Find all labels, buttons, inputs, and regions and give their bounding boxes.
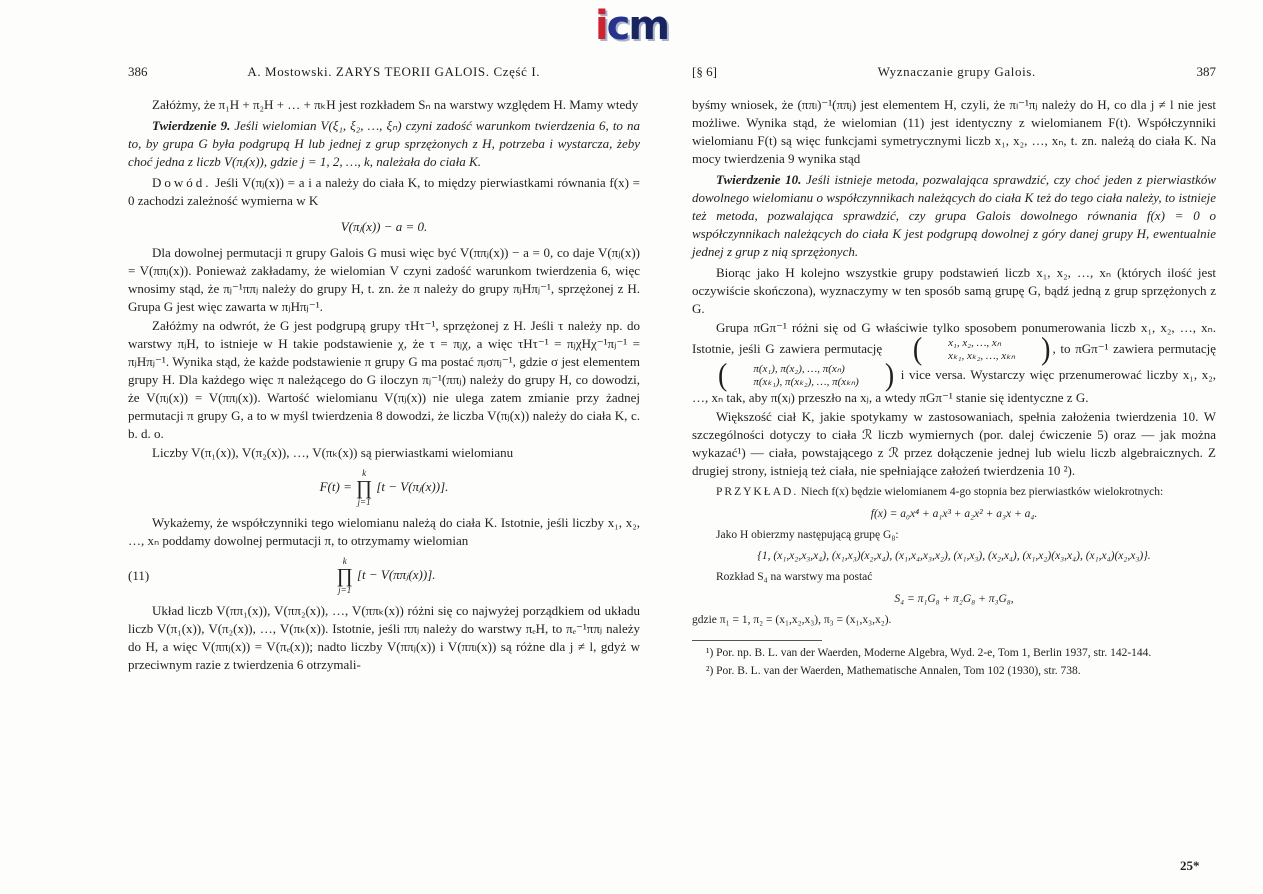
footnote-2: ²) Por. B. L. van der Waerden, Mathematische Annalen, Tom 102 (1930), str. 738. bbox=[706, 664, 1081, 677]
product-upper-limit: k bbox=[362, 468, 367, 478]
formula-F-lhs: F(t) = bbox=[319, 478, 352, 494]
matrix-row-bottom: π(xₖ₁), π(xₖ₂), …, π(xₖₙ) bbox=[753, 376, 859, 388]
product-lower-limit: j=1 bbox=[357, 497, 371, 507]
formula-S4-decomposition: S₄ = π₁G₈ + π₂G₈ + π₃G₈, bbox=[894, 592, 1014, 605]
footnote-rule bbox=[692, 640, 822, 641]
paragraph-text: i vice versa. Wystarczy więc przenumerować liczby x₁, x₂, …, xₙ tak, aby π(xⱼ) przeszło na xⱼ, a wtedy πGπ⁻¹ stanie się identyczne z G. bbox=[692, 366, 1216, 405]
page-left bbox=[128, 64, 640, 675]
right-paren: ) bbox=[884, 357, 895, 394]
section-mark: [§ 6] bbox=[692, 64, 717, 79]
paragraph: gdzie π₁ = 1, π₂ = (x₁,x₂,x₃), π₃ = (x₁,x₃,x₂). bbox=[692, 613, 892, 626]
paragraph-text: , to πGπ⁻¹ zawiera permutację bbox=[1052, 340, 1216, 356]
paragraph: byśmy wniosek, że (ππₗ)⁻¹(ππⱼ) jest elementem H, czyli, że πₗ⁻¹πⱼ należy do H, co dla j ≠ l nie jest możliwe. Wynika stąd, że wielomian (11) jest identyczny z wielomianem F(t). Współczynniki wielomianu F(t) są więc funkcjami symetrycznymi liczb x₁, x₂, …, xₙ, t. zn. należą do ciała K. Na mocy twierdzenia 9 wynika stąd bbox=[692, 97, 1216, 166]
product-lower-limit: j=1 bbox=[338, 585, 352, 595]
paragraph: Wykażemy, że współczynniki tego wielomianu należą do ciała K. Istotnie, jeśli liczby x₁, x₂, …, xₙ poddamy dowolnej permutacji π, to otrzymamy wielomian bbox=[128, 515, 640, 548]
paragraph: Układ liczb V(ππ₁(x)), V(ππ₂(x)), …, V(ππₖ(x)) różni się co najwyżej porządkiem od układu liczb V(π₁(x)), V(π₂(x)), …, V(πₖ(x)). Istotnie, jeśli ππⱼ należy do warstwy πₑH, to πₑ⁻¹ππⱼ należy do H, a więc V(ππⱼ(x)) = V(πₑ(x)); nadto liczby V(ππⱼ(x)) i V(ππₗ(x)) są różne dla j ≠ l, gdyż w przeciwnym razie z twierdzenia 6 otrzymali- bbox=[128, 603, 640, 672]
paragraph-text: Grupa πGπ⁻¹ różni się od G właściwie tylko sposobem ponumerowania liczb x₁, x₂, …, xₙ. Istotnie, jeśli G zawiera permutację bbox=[692, 320, 1216, 356]
page-right-header bbox=[692, 64, 1216, 80]
matrix-rows bbox=[922, 337, 1017, 363]
logo-letter-m: m bbox=[628, 3, 669, 49]
product-symbol-icon: ∏ bbox=[336, 565, 353, 587]
paragraph: Jako H obierzmy następującą grupę G₈: bbox=[716, 528, 899, 541]
signature-mark: 25* bbox=[1180, 858, 1200, 873]
formula-quartic: f(x) = a₀x⁴ + a₁x³ + a₂x² + a₃x + a₄. bbox=[870, 507, 1038, 520]
equation-11-rhs: [t − V(ππⱼ(x))]. bbox=[356, 566, 436, 582]
permutation-matrix-1 bbox=[889, 331, 1051, 368]
paragraph: Liczby V(π₁(x)), V(π₂(x)), …, V(πₖ(x)) są pierwiastkami wielomianu bbox=[152, 445, 514, 460]
equation-11 bbox=[128, 557, 640, 595]
theorem-10-label: Twierdzenie 10. bbox=[716, 172, 802, 187]
product-upper-limit: k bbox=[342, 556, 347, 566]
running-head-left: A. Mostowski. ZARYS TEORII GALOIS. Część I. bbox=[247, 64, 541, 79]
equation-11-body bbox=[188, 557, 580, 595]
formula-F-product bbox=[128, 469, 640, 507]
formula-group-G8: {1, (x₁,x₂,x₃,x₄), (x₁,x₃)(x₂,x₄), (x₁,x₄,x₃,x₂), (x₁,x₃), (x₂,x₄), (x₁,x₂)(x₃,x₄), (x₁,x₄)(x₂,x₃)}. bbox=[757, 550, 1151, 562]
left-paren: ( bbox=[912, 331, 923, 368]
theorem-10 bbox=[692, 171, 1216, 261]
paragraph: Dla dowolnej permutacji π grupy Galois G musi więc być V(ππⱼ(x)) − a = 0, co daje V(πⱼ(x)) = V(ππⱼ(x)). Ponieważ zakładamy, że wielomian V czyni zadość warunkom twierdzenia 6, więc wnosimy stąd, że πⱼ⁻¹ππⱼ należy do grupy H, t. zn. że π należy do grupy πⱼHπⱼ⁻¹, sprzężonej z H. Grupa G jest więc zawarta w πⱼHπⱼ⁻¹. bbox=[128, 245, 640, 314]
paragraph-with-matrices bbox=[692, 319, 1216, 407]
paragraph: Rozkład S₄ na warstwy ma postać bbox=[716, 571, 873, 583]
permutation-matrix-2 bbox=[694, 357, 895, 394]
example-label: PRZYKŁAD. bbox=[716, 486, 799, 498]
product-operator bbox=[356, 469, 372, 507]
matrix-row-top: x₁, x₂, …, xₙ bbox=[948, 337, 1002, 349]
matrix-row-top: π(x₁), π(x₂), …, π(xₙ) bbox=[753, 363, 845, 375]
logo-letter-i: i bbox=[594, 3, 607, 49]
example-paragraph bbox=[692, 485, 1216, 501]
theorem-9 bbox=[128, 117, 640, 171]
proof-label: Dowód. bbox=[152, 175, 212, 190]
paragraph: Biorąc jako H kolejno wszystkie grupy podstawień liczb x₁, x₂, …, xₙ (których ilość jest oczywiście skończona), wyznaczymy w ten sposób samą grupę G, bądź jedną z grup sprzężonych z G. bbox=[692, 265, 1216, 316]
left-paren: ( bbox=[718, 357, 728, 394]
page-number-left: 386 bbox=[128, 64, 148, 79]
right-paren: ) bbox=[1041, 331, 1051, 368]
theorem-9-text: Jeśli wielomian V(ξ₁, ξ₂, …, ξₙ) czyni zadość warunkom twierdzenia 6, to na to, by grupa G była podgrupą H lub jednej z grup sprzężonych z H, potrzeba i wystarcza, żeby choć jedna z liczb V(πⱼ(x)), gdzie j = 1, 2, …, k, należała do ciała K. bbox=[128, 118, 640, 169]
icm-logo bbox=[594, 3, 669, 49]
proof-text: Jeśli V(πⱼ(x)) = a i a należy do ciała K, to między pierwiastkami równania f(x) = 0 zachodzi zależność wymierna w K bbox=[128, 175, 640, 208]
proof-paragraph bbox=[128, 174, 640, 210]
product-symbol-icon: ∏ bbox=[355, 477, 373, 499]
paragraph: Załóżmy na odwrót, że G jest podgrupą grupy τHτ⁻¹, sprzężonej z H. Jeśli τ należy np. do warstwy πⱼH, to istnieje w H takie podstawienie χ, że τ = πⱼχ, a więc τHτ⁻¹ = πⱼχHχ⁻¹πⱼ⁻¹ = πⱼHπⱼ⁻¹. Wynika stąd, że każde podstawienie π grupy G ma postać πⱼσπⱼ⁻¹, gdzie σ jest elementem grupy H. Dla każdego więc π należącego do G iloczyn πⱼ⁻¹(ππⱼ) należy do grupy H, co dowodzi, że V(πⱼ(x)) = V(ππⱼ(x)). Wartość wielomianu V(πⱼ(x)) nie ulega zatem zmianie przy żadnej permutacji π grupy G, a to w myśl twierdzenia 8 dowodzi, że liczba V(πⱼ(x)) należy do ciała K, c. b. d. o. bbox=[128, 318, 640, 441]
example-text: Niech f(x) będzie wielomianem 4-go stopnia bez pierwiastków wielokrotnych: bbox=[798, 486, 1164, 498]
page-number-right: 387 bbox=[1196, 64, 1216, 79]
theorem-10-text: Jeśli istnieje metoda, pozwalająca sprawdzić, czy choć jeden z pierwiastków dowolnego wielomianu o współczynnikach należących do ciała K też do tego ciała należy, to istnieje też metoda, pozwalająca sprawdzić, czy grupa Galois dowolnego równania f(x) = 0 o współczynnikach należących do ciała K jest podgrupą dowolnej z góry danej grupy H, ewentualnie jednej z grup z nią sprzężonych. bbox=[692, 172, 1217, 259]
formula-F-rhs: [t − V(πⱼ(x))]. bbox=[376, 478, 449, 494]
page-left-header bbox=[128, 64, 640, 80]
equation-number: (11) bbox=[128, 568, 150, 583]
paragraph: Większość ciał K, jakie spotykamy w zastosowaniach, spełnia założenia twierdzenia 10. W szczególności dotyczy to ciała ℛ liczb wymiernych (por. dalej ćwiczenie 5) oraz — jak można wykazać¹) — ciała, powstającego z ℛ przez dołączenie jednej lub wielu liczb algebraicznych. Z drugiej strony, istnieją też ciała, nie spełniające założeń twierdzenia 10 ²). bbox=[692, 409, 1216, 478]
logo-letter-c: c bbox=[606, 3, 629, 49]
paragraph: Załóżmy, że π₁H + π₂H + … + πₖH jest rozkładem Sₙ na warstwy względem H. Mamy wtedy bbox=[152, 97, 639, 112]
matrix-rows bbox=[727, 363, 861, 389]
running-head-right: Wyznaczanie grupy Galois. bbox=[877, 64, 1036, 79]
matrix-row-bottom: xₖ₁, xₖ₂, …, xₖₙ bbox=[948, 350, 1016, 362]
page-right bbox=[692, 64, 1216, 681]
theorem-9-label: Twierdzenie 9. bbox=[152, 118, 231, 133]
formula-v-minus-a: V(πⱼ(x)) − a = 0. bbox=[340, 219, 428, 234]
product-operator bbox=[336, 557, 352, 595]
footnote-1: ¹) Por. np. B. L. van der Waerden, Moderne Algebra, Wyd. 2-e, Tom 1, Berlin 1937, str. 142-144. bbox=[706, 647, 1152, 659]
